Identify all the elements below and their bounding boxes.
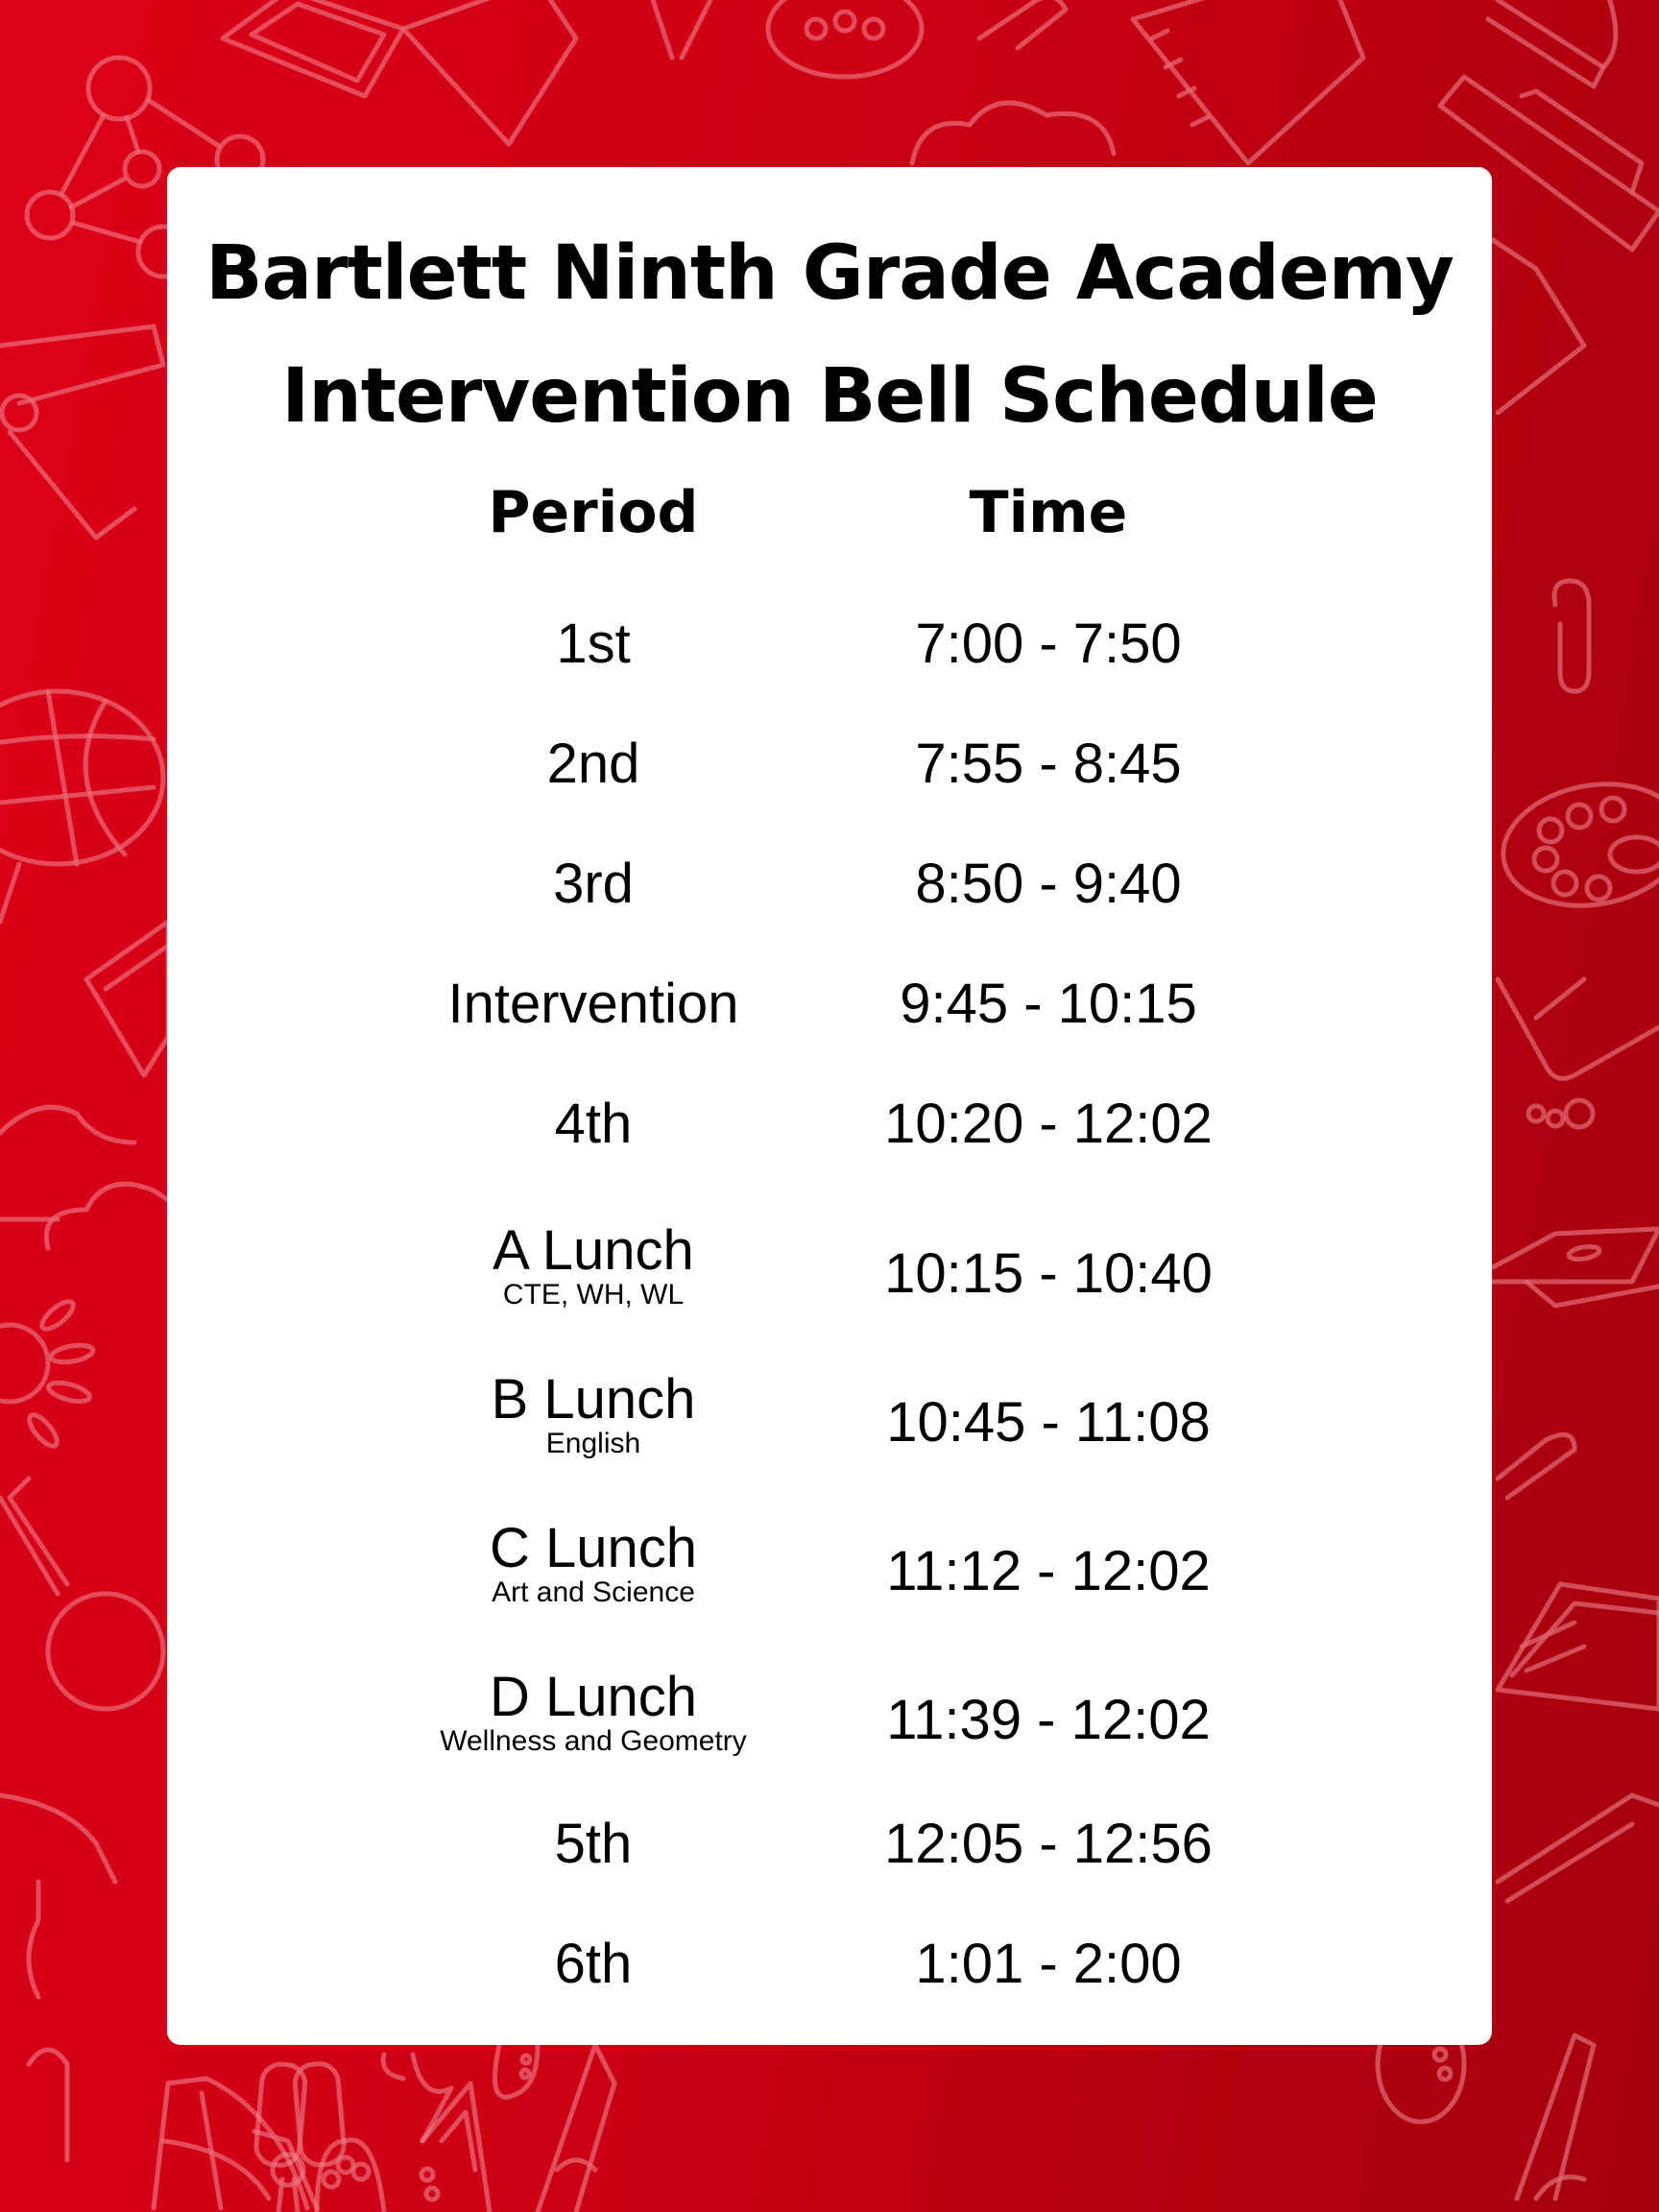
table-row [167, 1219, 1492, 1329]
table-row [167, 973, 1492, 1082]
period-time: 7:00 - 7:50 [915, 613, 1182, 675]
table-row [167, 733, 1492, 842]
trumpet-icon [383, 2055, 451, 2141]
period-detail: CTE, WH, WL [502, 1279, 685, 1310]
spiral-notebook-icon [1498, 1584, 1659, 1709]
table-row [167, 1813, 1492, 1922]
period-label: C Lunch [489, 1517, 698, 1579]
period-time: 10:20 - 12:02 [884, 1093, 1213, 1155]
pen-icon [1517, 2035, 1594, 2199]
period-label: 3rd [553, 853, 634, 915]
period-time: 10:15 - 10:40 [884, 1242, 1213, 1305]
period-detail: Wellness and Geometry [440, 1725, 747, 1757]
paperclip-icon [979, 0, 1066, 48]
period-label: B Lunch [491, 1368, 696, 1431]
cloud-icon [0, 1107, 168, 1248]
period-label: 1st [556, 613, 631, 675]
period-time: 1:01 - 2:00 [915, 1933, 1182, 1995]
scissors-icon [653, 0, 710, 58]
period-time: 8:50 - 9:40 [915, 853, 1182, 915]
period-label: A Lunch [493, 1219, 694, 1282]
period-label: D Lunch [489, 1666, 698, 1728]
graduation-cap-icon [1493, 1229, 1659, 1306]
table-row [167, 1666, 1492, 1775]
paperclip-icon [29, 2050, 67, 2160]
easel-icon [538, 2045, 614, 2212]
period-time: 7:55 - 8:45 [915, 733, 1182, 795]
table-row [167, 1933, 1492, 2042]
paperclip-icon [1498, 1434, 1575, 1498]
pencil-icon [1498, 1795, 1659, 1901]
trumpet-icon [1488, 0, 1616, 86]
test-tube-icon [1498, 979, 1659, 1127]
book-icon [223, 0, 576, 144]
schedule-card [167, 167, 1492, 2045]
magnifier-icon [0, 1479, 163, 1709]
paint-palette-icon [1494, 770, 1659, 919]
table-row [167, 1093, 1492, 1202]
period-label: 5th [554, 1813, 633, 1875]
table-row [167, 1368, 1492, 1478]
sun-icon [0, 1297, 94, 1450]
period-label: 2nd [546, 733, 640, 795]
cloud-icon [912, 103, 1114, 163]
table-row [167, 613, 1492, 722]
lightbulb-icon [495, 2045, 539, 2097]
globe-icon [0, 691, 163, 922]
paint-palette-icon [768, 0, 922, 77]
book-icon [86, 922, 168, 1075]
title-schedule-name: Intervention Bell Schedule [281, 353, 1378, 440]
period-label: 6th [554, 1933, 633, 1995]
desk-lamp-icon [0, 326, 163, 538]
book-icon [154, 2079, 317, 2208]
period-time: 10:45 - 11:08 [886, 1391, 1211, 1454]
spiral-notebook-icon [1133, 0, 1363, 163]
book-icon [0, 1795, 115, 1997]
period-time: 11:39 - 12:02 [886, 1689, 1211, 1751]
table-row [167, 1517, 1492, 1626]
paperclip-icon [1554, 581, 1589, 691]
period-label: 4th [554, 1093, 633, 1155]
period-detail: English [545, 1428, 641, 1459]
period-time: 12:05 - 12:56 [884, 1813, 1213, 1875]
paint-palette-icon [317, 2140, 384, 2212]
period-detail: Art and Science [492, 1576, 695, 1608]
column-header-period: Period [488, 479, 699, 546]
period-time: 11:12 - 12:02 [886, 1540, 1211, 1602]
calculator-icon [421, 2083, 490, 2212]
period-time: 9:45 - 10:15 [900, 973, 1197, 1035]
table-row [167, 853, 1492, 962]
period-label: Intervention [447, 973, 739, 1035]
title-school-name: Bartlett Ninth Grade Academy [205, 230, 1454, 317]
column-header-time: Time [969, 479, 1128, 546]
